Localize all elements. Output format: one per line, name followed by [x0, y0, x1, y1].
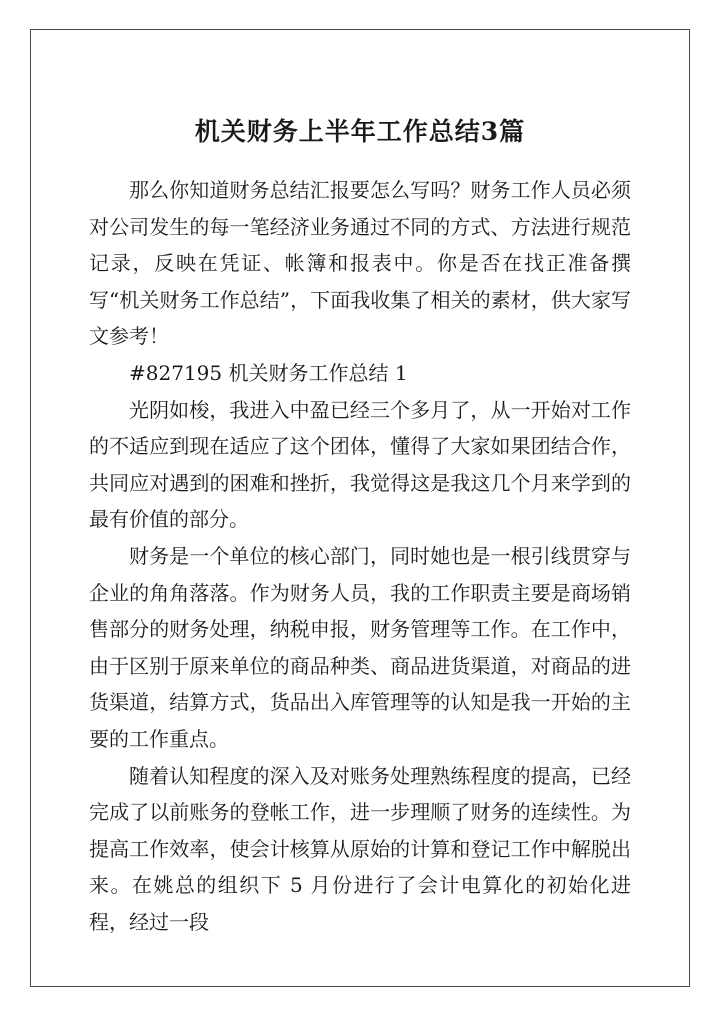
document-title: 机关财务上半年工作总结3篇	[194, 117, 526, 146]
body-paragraph: 随着认知程度的深入及对账务处理熟练程度的提高，已经完成了以前账务的登帐工作，进一步理顺了财务的连续性。为提高工作效率，使会计核算从原始的计算和登记工作中解脱出来。在姚总的组织下 5 月份进行了会计电算化的初始化进程，经过一段	[89, 763, 631, 934]
document-body	[89, 172, 631, 940]
intro-paragraph: 那么你知道财务总结汇报要怎么写吗？财务工作人员必须对公司发生的每一笔经济业务通过不同的方式、方法进行规范记录，反映在凭证、帐簿和报表中。你是否在找正准备撰写“机关财务工作总结”，下面我收集了相关的素材，供大家写文参考！	[89, 178, 631, 349]
section-heading: #827195 机关财务工作总结 1	[129, 360, 408, 385]
body-paragraph: 财务是一个单位的核心部门，同时她也是一根引线贯穿与企业的角角落落。作为财务人员，我的工作职责主要是商场销售部分的财务处理，纳税申报，财务管理等工作。在工作中，由于区别于原来单位的商品种类、商品进货渠道，对商品的进货渠道，结算方式，货品出入库管理等的认知是我一开始的主要的工作重点。	[89, 543, 631, 751]
body-paragraph: 光阴如梭，我进入中盈已经三个多月了，从一开始对工作的不适应到现在适应了这个团体，懂得了大家如果团结合作，共同应对遇到的困难和挫折，我觉得这是我这几个月来学到的最有价值的部分。	[89, 397, 631, 532]
